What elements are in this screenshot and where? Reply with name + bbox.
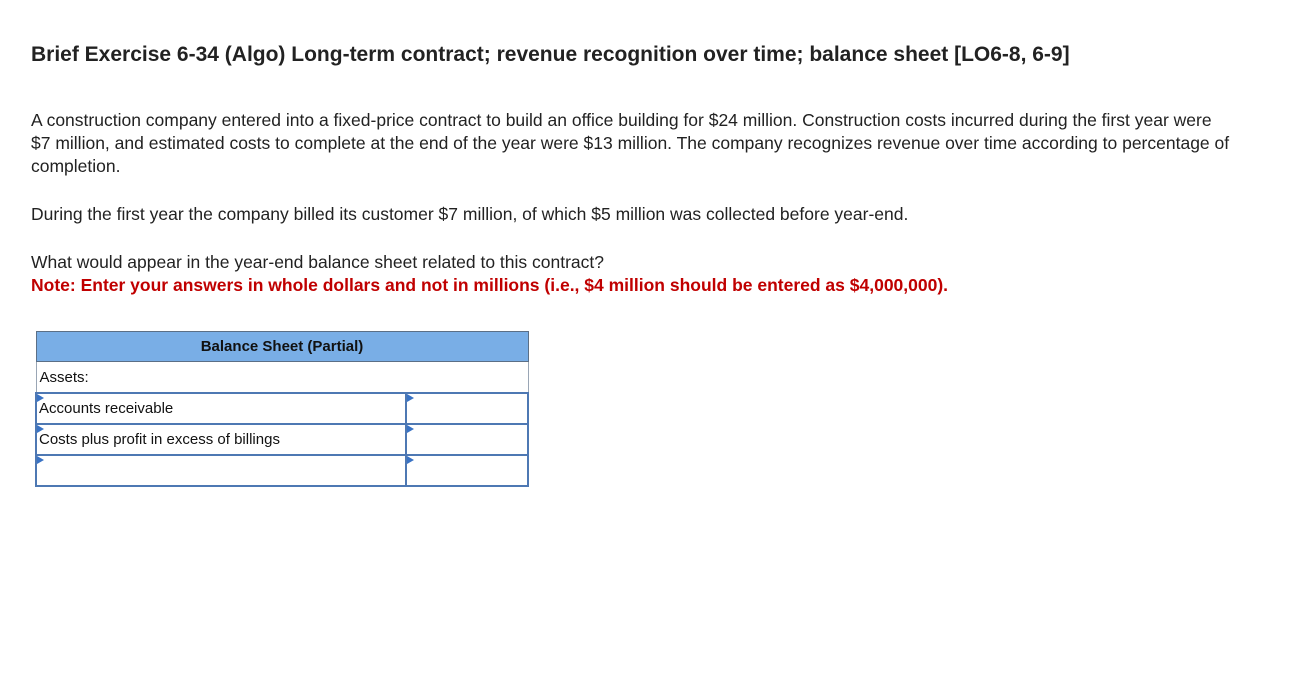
row-label-cell[interactable] (36, 455, 406, 486)
row-value-cell (406, 424, 529, 455)
table-row (36, 393, 528, 424)
row-label: Accounts receivable (39, 400, 174, 417)
assets-section-label: Assets: (36, 362, 528, 394)
entry-note: Note: Enter your answers in whole dollars and not in millions (i.e., $4 million should be entered as $4,000,000). (31, 275, 949, 295)
balance-sheet-table (35, 331, 529, 487)
dropdown-marker-icon (37, 394, 44, 402)
row-value-cell (406, 393, 529, 424)
exercise-title: Brief Exercise 6-34 (Algo) Long-term contract; revenue recognition over time; balance sheet [LO6-8, 6-9] (31, 43, 1070, 66)
row-label-cell[interactable] (36, 424, 406, 455)
dropdown-marker-icon (37, 456, 44, 464)
accounts-receivable-amount-input[interactable] (407, 394, 528, 423)
dropdown-marker-icon (37, 425, 44, 433)
table-row (36, 455, 528, 486)
table-row (36, 424, 528, 455)
problem-statement: A construction company entered into a fixed-price contract to build an office building for $24 million. Construction costs incurred during the first year were $7 million, and estimated costs to complete at the end of the year were $13 million. The company recognizes revenue over time according to percentage of completion. (31, 110, 1230, 176)
billing-statement: During the first year the company billed its customer $7 million, of which $5 million was collected before year-end. (31, 204, 909, 224)
row-label-cell[interactable] (36, 393, 406, 424)
blank-row-amount-input[interactable] (407, 456, 528, 485)
balance-sheet-header: Balance Sheet (Partial) (36, 332, 528, 362)
question-text: What would appear in the year-end balance sheet related to this contract? (31, 252, 604, 272)
costs-plus-profit-amount-input[interactable] (407, 425, 528, 454)
row-value-cell (406, 455, 529, 486)
row-label: Costs plus profit in excess of billings (39, 431, 280, 448)
